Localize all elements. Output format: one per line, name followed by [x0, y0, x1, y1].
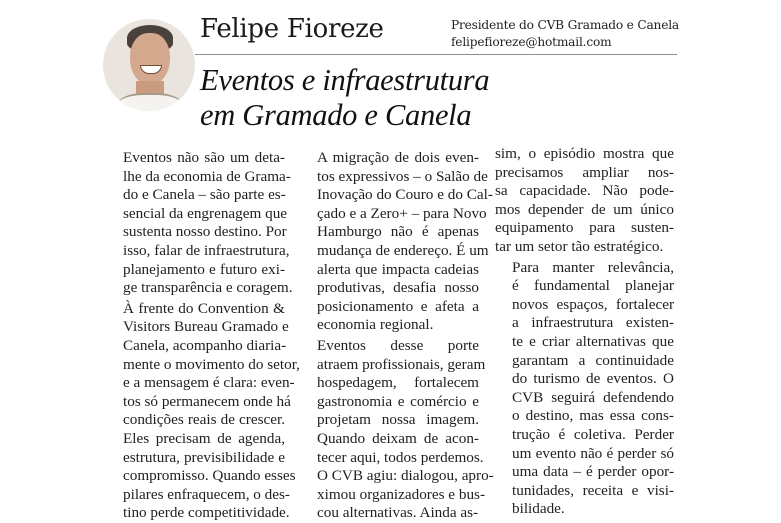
text-line: isso, falar de infraestrutura,	[123, 241, 290, 259]
text-line: o destino, mas essa cons-	[512, 407, 674, 425]
headline-line-1: Eventos e infraestrutura	[200, 63, 490, 97]
text-line: cou alternativas. Ainda as-	[317, 504, 479, 522]
text-line: novos espaços, fortalecer	[512, 295, 674, 313]
text-line: Quando deixam de acon-	[317, 429, 479, 447]
article-headline	[200, 63, 489, 133]
text-line: À frente do Convention &	[123, 299, 285, 317]
text-line: posicionamento e afeta a	[317, 297, 479, 315]
text-line: economia regional.	[317, 316, 434, 334]
text-line: çado e a Zero+ – para Novo	[317, 204, 487, 222]
text-line: e a mensagem é clara: even-	[123, 374, 295, 392]
article-column-3	[495, 145, 674, 519]
text-line: tunidades, receita e visi-	[512, 481, 674, 499]
text-line: mos depender de um único	[495, 200, 674, 218]
text-line: Visitors Bureau Gramado e	[123, 318, 289, 336]
text-line: atraem profissionais, geram	[317, 355, 486, 373]
article-paragraph	[495, 145, 674, 257]
text-line: garantam a continuidade	[512, 351, 674, 369]
text-line: Para manter relevância,	[512, 258, 674, 276]
author-email: felipefioreze@hotmail.com	[451, 35, 612, 49]
text-line: tos só permanecem onde há	[123, 392, 291, 410]
text-line: compromisso. Quando esses	[123, 467, 296, 485]
article-paragraph	[300, 336, 494, 523]
text-line: A migração de dois even-	[317, 149, 479, 166]
text-line: mudança de endereço. É um	[317, 241, 489, 259]
text-line: do e Canela – são parte es-	[123, 186, 286, 204]
author-byline	[451, 17, 679, 51]
text-line: hospedagem, fortalecem	[317, 374, 479, 392]
text-line: O CVB agiu: dialogou, apro-	[317, 467, 494, 485]
text-line: uma data – é perder opor-	[512, 463, 674, 481]
author-name: Felipe Fioreze	[200, 14, 384, 44]
text-line: Inovação do Couro e do Cal-	[317, 186, 493, 204]
text-line: ximou organizadores e bus-	[317, 485, 486, 503]
text-line: pilares enfraquecem, o des-	[123, 485, 290, 503]
text-line: tar um setor tão estratégico.	[495, 237, 664, 255]
text-line: estrutura, previsibilidade e	[123, 448, 285, 466]
text-line: condições reais de crescer.	[123, 411, 285, 429]
text-line: trução é coletiva. Perder	[512, 425, 674, 443]
article-paragraph	[106, 149, 293, 298]
text-line: tino perde competitividade.	[123, 504, 290, 522]
text-line: sustenta nosso destino. Por	[123, 223, 287, 241]
text-line: produtivas, desafia nosso	[317, 279, 479, 297]
headline-line-2: em Gramado e Canela	[200, 98, 472, 132]
text-line: tecer aqui, todos perdemos.	[317, 448, 484, 466]
author-photo	[103, 19, 195, 111]
text-line: projetam nossa imagem.	[317, 411, 479, 429]
text-line: Hamburgo não é apenas	[317, 223, 479, 241]
text-line: te e criar alternativas que	[512, 332, 674, 350]
header-divider	[195, 54, 677, 55]
text-line: Eventos não são um deta-	[123, 149, 285, 166]
text-line: ge transparência e coragem.	[123, 279, 293, 297]
text-line: Eventos desse porte	[317, 336, 479, 354]
text-line: bilidade.	[512, 500, 565, 518]
author-role: Presidente do CVB Gramado e Canela	[451, 18, 679, 32]
text-line: do turismo de eventos. O	[512, 370, 674, 388]
article-paragraph	[300, 149, 493, 335]
text-line: planejamento e futuro exi-	[123, 260, 285, 278]
text-line: gastronomia e comércio e	[317, 392, 479, 410]
face-shape	[130, 33, 170, 85]
article-paragraph	[106, 299, 300, 523]
shirt-shape	[117, 93, 183, 111]
text-line: a infraestrutura existen-	[512, 314, 674, 332]
text-line: alerta que impacta cadeias	[317, 260, 479, 278]
text-line: tos expressivos – o Salão de	[317, 167, 488, 185]
text-line: precisamos ampliar nos-	[495, 163, 674, 181]
text-line: Eles precisam de agenda,	[123, 429, 285, 447]
text-line: é fundamental planejar	[512, 277, 674, 295]
text-line: Canela, acompanho diaria-	[123, 336, 287, 354]
article-column-1	[106, 149, 300, 523]
text-line: sencial da engrenagem que	[123, 204, 288, 222]
text-line: equipamento para susten-	[495, 219, 674, 237]
article-column-2	[300, 149, 494, 523]
article-paragraph	[495, 259, 674, 519]
text-line: sa capacidade. Não pode-	[495, 182, 674, 200]
text-line: sim, o episódio mostra que	[495, 145, 674, 162]
text-line: CVB seguirá defendendo	[512, 388, 674, 406]
text-line: mente o movimento do setor,	[123, 355, 300, 373]
text-line: um evento não é perder só	[512, 444, 674, 462]
text-line: lhe da economia de Grama-	[123, 167, 291, 185]
